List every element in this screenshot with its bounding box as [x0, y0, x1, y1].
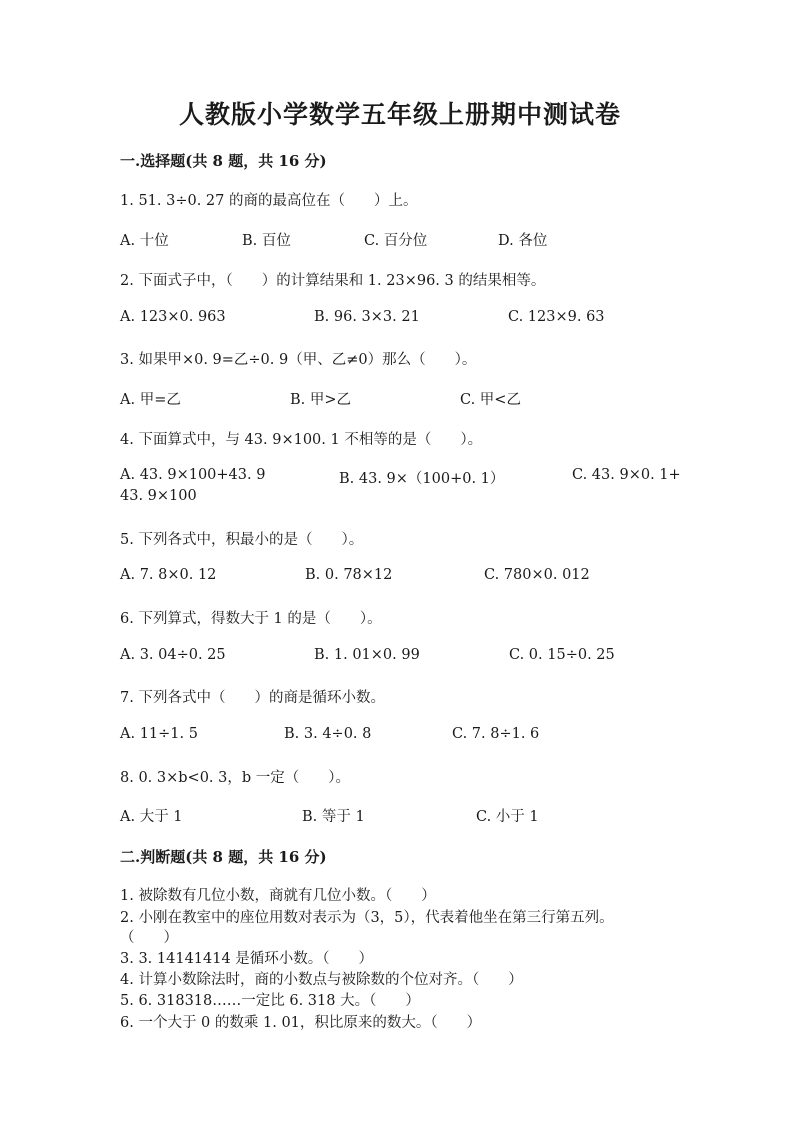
question-4-stem: 4. 下面算式中，与 43. 9×100. 1 不相等的是（ ）。: [120, 432, 483, 448]
true-false-item-6: 6. 一个大于 0 的数乘 1. 01，积比原来的数大。（ ）: [120, 1015, 482, 1031]
question-7-option-b: B. 3. 4÷0. 8: [284, 726, 372, 742]
question-4-option-c: C. 43. 9×0. 1+: [572, 467, 681, 483]
true-false-item-4: 4. 计算小数除法时，商的小数点与被除数的个位对齐。（ ）: [120, 972, 523, 988]
question-4-option-a: A. 43. 9×100+43. 9: [120, 467, 266, 483]
question-5-stem: 5. 下列各式中，积最小的是（ ）。: [120, 532, 364, 548]
question-7-option-c: C. 7. 8÷1. 6: [452, 726, 540, 742]
section-heading-true-false: 二.判断题(共 8 题，共 16 分): [120, 848, 327, 866]
question-3-option-c: C. 甲<乙: [460, 392, 521, 408]
question-1-option-c: C. 百分位: [364, 233, 428, 249]
question-1-option-b: B. 百位: [242, 233, 291, 249]
question-7-option-a: A. 11÷1. 5: [120, 726, 198, 742]
question-6-stem: 6. 下列算式，得数大于 1 的是（ ）。: [120, 611, 382, 627]
question-1-option-d: D. 各位: [498, 233, 548, 249]
question-6-option-a: A. 3. 04÷0. 25: [120, 647, 226, 663]
true-false-item-3: 3. 3. 14141414 是循环小数。（ ）: [120, 951, 374, 967]
question-8-option-c: C. 小于 1: [476, 809, 539, 825]
question-3-stem: 3. 如果甲×0. 9=乙÷0. 9（甲、乙≠0）那么（ ）。: [120, 352, 477, 368]
section-heading-multiple-choice: 一.选择题(共 8 题，共 16 分): [120, 152, 327, 170]
question-8-stem: 8. 0. 3×b<0. 3，b 一定（ ）。: [120, 770, 351, 786]
question-2-option-b: B. 96. 3×3. 21: [314, 309, 420, 325]
question-6-option-b: B. 1. 01×0. 99: [314, 647, 420, 663]
question-1-stem: 1. 51. 3÷0. 27 的商的最高位在（ ）上。: [120, 193, 418, 209]
true-false-item-1: 1. 被除数有几位小数，商就有几位小数。（ ）: [120, 888, 436, 904]
question-5-option-a: A. 7. 8×0. 12: [120, 567, 217, 583]
question-2-option-c: C. 123×9. 63: [508, 309, 605, 325]
true-false-item-2-continuation: （ ）: [120, 930, 178, 946]
question-8-option-a: A. 大于 1: [120, 809, 183, 825]
question-5-option-c: C. 780×0. 012: [484, 567, 590, 583]
true-false-item-5: 5. 6. 318318……一定比 6. 318 大。（ ）: [120, 993, 420, 1009]
question-1-option-a: A. 十位: [120, 233, 169, 249]
page-title: 人教版小学数学五年级上册期中测试卷: [178, 100, 621, 129]
question-4-option-b: B. 43. 9×（100+0. 1）: [339, 471, 505, 487]
question-4-option-c-continuation: 43. 9×100: [120, 488, 197, 504]
question-3-option-a: A. 甲=乙: [120, 392, 181, 408]
question-8-option-b: B. 等于 1: [302, 809, 365, 825]
question-7-stem: 7. 下列各式中（ ）的商是循环小数。: [120, 690, 385, 706]
true-false-item-2: 2. 小刚在教室中的座位用数对表示为（3，5），代表着他坐在第三行第五列。: [120, 910, 614, 926]
question-5-option-b: B. 0. 78×12: [305, 567, 393, 583]
question-2-stem: 2. 下面式子中，（ ）的计算结果和 1. 23×96. 3 的结果相等。: [120, 273, 546, 289]
question-6-option-c: C. 0. 15÷0. 25: [509, 647, 615, 663]
question-2-option-a: A. 123×0. 963: [120, 309, 226, 325]
question-3-option-b: B. 甲>乙: [290, 392, 352, 408]
